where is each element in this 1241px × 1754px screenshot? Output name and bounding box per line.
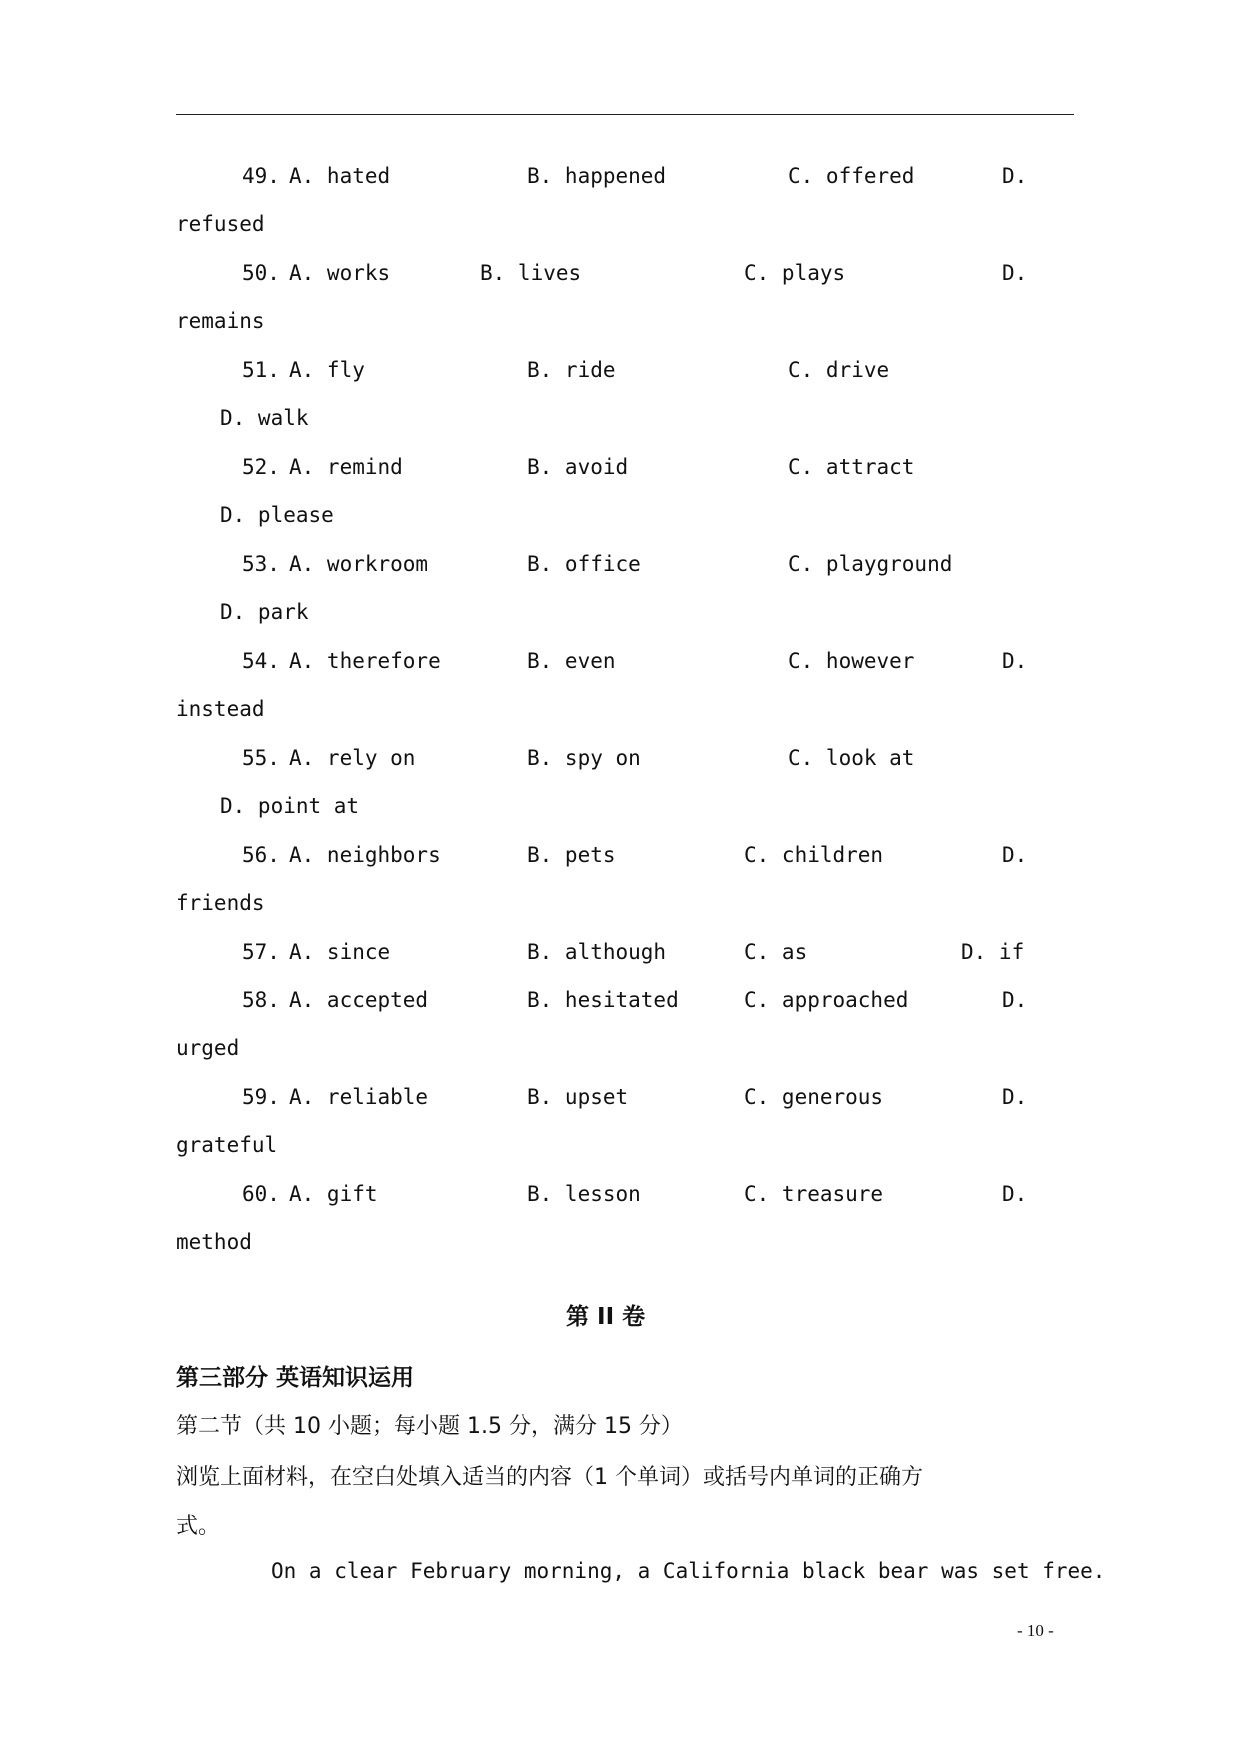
question-55-option-b: B. spy on (527, 746, 641, 770)
question-49-option-c: C. offered (788, 164, 915, 188)
question-52-option-d: D. please (220, 503, 334, 527)
question-52-option-b: B. avoid (527, 455, 629, 479)
question-58-option-d-text: urged (176, 1036, 240, 1060)
question-52-number: 52. (242, 455, 280, 479)
question-57-option-c: C. as (744, 940, 808, 964)
question-56-option-b: B. pets (527, 843, 616, 867)
question-50-option-c: C. plays (744, 261, 846, 285)
question-57-option-a: A. since (289, 940, 391, 964)
question-58-option-d-label: D. (1002, 988, 1028, 1012)
question-57-option-b: B. although (527, 940, 667, 964)
question-53-option-b: B. office (527, 552, 641, 576)
question-50-option-a: A. works (289, 261, 391, 285)
question-60-option-c: C. treasure (744, 1182, 884, 1206)
question-50-option-b: B. lives (480, 261, 582, 285)
question-60-option-b: B. lesson (527, 1182, 641, 1206)
header-rule (176, 114, 1074, 115)
section-title: 第二节（共 10 小题；每小题 1.5 分，满分 15 分） (176, 1414, 683, 1439)
question-49-option-b: B. happened (527, 164, 667, 188)
page-number: - 10 - (1017, 1621, 1054, 1640)
question-54-option-c: C. however (788, 649, 915, 673)
question-60-option-d-text: method (176, 1230, 252, 1254)
question-53-number: 53. (242, 552, 280, 576)
question-60-option-d-label: D. (1002, 1182, 1028, 1206)
question-51-number: 51. (242, 358, 280, 382)
question-55-option-d: D. point at (220, 794, 360, 818)
question-59-option-d-text: grateful (176, 1133, 278, 1157)
question-53-option-d: D. park (220, 600, 309, 624)
question-55-number: 55. (242, 746, 280, 770)
question-50-option-d-text: remains (176, 309, 265, 333)
question-58-option-c: C. approached (744, 988, 909, 1012)
question-56-number: 56. (242, 843, 280, 867)
question-51-option-c: C. drive (788, 358, 890, 382)
question-54-option-d-label: D. (1002, 649, 1028, 673)
question-57-option-d: D. if (961, 940, 1025, 964)
question-51-option-b: B. ride (527, 358, 616, 382)
question-59-option-c: C. generous (744, 1085, 884, 1109)
question-52-option-a: A. remind (289, 455, 403, 479)
question-53-option-c: C. playground (788, 552, 953, 576)
question-49-option-a: A. hated (289, 164, 391, 188)
question-51-option-d: D. walk (220, 406, 309, 430)
question-56-option-c: C. children (744, 843, 884, 867)
question-59-option-d-label: D. (1002, 1085, 1028, 1109)
instructions-line-2: 式。 (176, 1514, 221, 1539)
passage-first-line: On a clear February morning, a California black bear was set free. (271, 1559, 1106, 1583)
question-59-number: 59. (242, 1085, 280, 1109)
question-53-option-a: A. workroom (289, 552, 429, 576)
question-54-number: 54. (242, 649, 280, 673)
question-55-option-a: A. rely on (289, 746, 416, 770)
question-49-number: 49. (242, 164, 280, 188)
question-57-number: 57. (242, 940, 280, 964)
question-60-option-a: A. gift (289, 1182, 378, 1206)
question-58-option-b: B. hesitated (527, 988, 679, 1012)
question-50-option-d-label: D. (1002, 261, 1028, 285)
question-51-option-a: A. fly (289, 358, 365, 382)
question-54-option-a: A. therefore (289, 649, 441, 673)
question-59-option-a: A. reliable (289, 1085, 429, 1109)
question-58-number: 58. (242, 988, 280, 1012)
part-title: 第三部分 英语知识运用 (176, 1365, 415, 1391)
question-56-option-d-text: friends (176, 891, 265, 915)
question-59-option-b: B. upset (527, 1085, 629, 1109)
question-54-option-b: B. even (527, 649, 616, 673)
volume-title: 第 II 卷 (566, 1304, 646, 1330)
question-50-number: 50. (242, 261, 280, 285)
question-49-option-d-label: D. (1002, 164, 1028, 188)
question-60-number: 60. (242, 1182, 280, 1206)
question-54-option-d-text: instead (176, 697, 265, 721)
question-56-option-a: A. neighbors (289, 843, 441, 867)
question-56-option-d-label: D. (1002, 843, 1028, 867)
question-55-option-c: C. look at (788, 746, 915, 770)
instructions-line-1: 浏览上面材料，在空白处填入适当的内容（1 个单词）或括号内单词的正确方 (176, 1465, 923, 1490)
question-49-option-d-text: refused (176, 212, 265, 236)
question-52-option-c: C. attract (788, 455, 915, 479)
question-58-option-a: A. accepted (289, 988, 429, 1012)
